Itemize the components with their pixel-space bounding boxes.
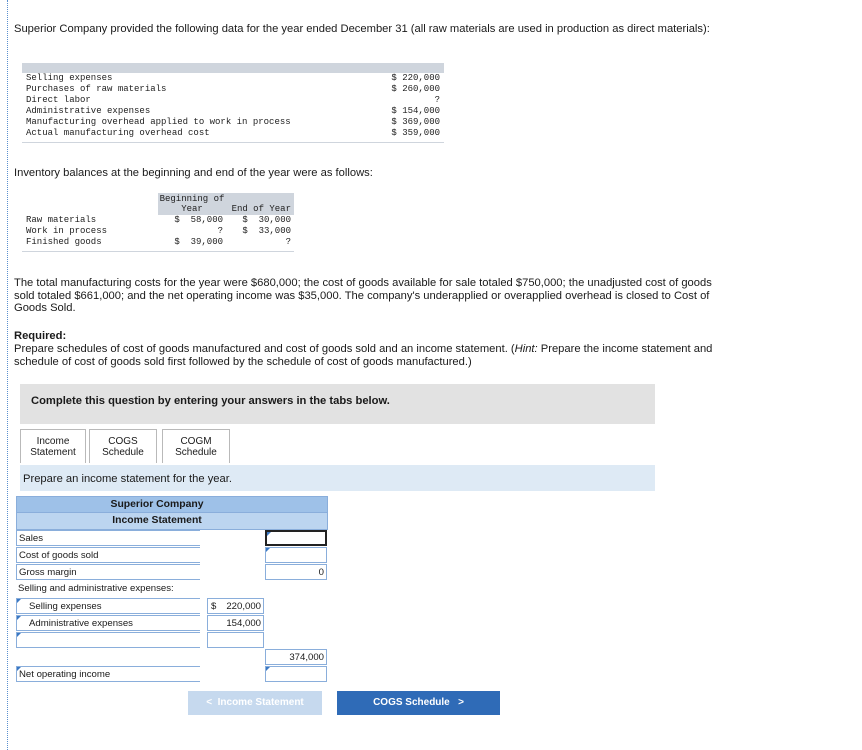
table-row xyxy=(16,530,328,547)
table-row xyxy=(16,547,328,564)
row-label: Selling expenses xyxy=(26,73,113,83)
row-value: $ 220,000 xyxy=(391,73,440,83)
table-row xyxy=(16,598,328,615)
hint-label: Hint: xyxy=(514,343,538,355)
inventory-intro: Inventory balances at the beginning and end of the year were as follows: xyxy=(14,167,373,179)
table-row xyxy=(16,649,328,666)
given-data-table xyxy=(22,63,444,143)
chevron-left-icon: < xyxy=(206,697,218,708)
sales-label: Sales xyxy=(16,530,200,546)
input-marker-icon xyxy=(17,667,21,671)
row-value: $ 359,000 xyxy=(391,128,440,138)
table-row xyxy=(22,84,444,95)
cogs-amount-input[interactable] xyxy=(265,547,327,563)
tab-cogm-schedule[interactable]: COGM Schedule xyxy=(162,429,230,463)
row-label: Actual manufacturing overhead cost xyxy=(26,128,210,138)
table-bottom-rule xyxy=(22,248,294,252)
row-value: ? xyxy=(434,95,440,105)
statement-title: Income Statement xyxy=(16,513,328,530)
inventory-header xyxy=(22,193,294,215)
row-label: Direct labor xyxy=(26,95,91,105)
problem-paragraph: The total manufacturing costs for the year were $680,000; the cost of goods available for sale totaled $750,000; the unadjusted cost of goods sold totaled $661,000; and the net operating income was $35,000. The company's underapplied or overapplied overhead is closed to Cost of Goods Sold. xyxy=(14,277,712,314)
blank-amount-input[interactable] xyxy=(207,632,264,648)
sa-expenses-heading: Selling and administrative expenses: xyxy=(16,581,174,597)
table-row xyxy=(16,666,328,683)
table-row xyxy=(16,632,328,649)
row-value: $ 369,000 xyxy=(391,117,440,127)
input-marker-icon xyxy=(17,599,21,603)
net-operating-income-input[interactable] xyxy=(265,666,327,682)
gross-margin-value: 0 xyxy=(265,564,327,580)
input-marker-icon xyxy=(266,667,270,671)
income-statement-form xyxy=(16,496,328,683)
required-heading: Required: xyxy=(14,330,67,342)
table-row xyxy=(16,581,328,598)
col-header-end: End of Year xyxy=(226,193,294,215)
sales-amount-input[interactable] xyxy=(265,530,327,546)
prev-tab-button[interactable]: < Income Statement xyxy=(188,691,322,715)
input-marker-icon xyxy=(17,633,21,637)
table-row xyxy=(16,564,328,581)
admin-expenses-amount[interactable]: 154,000 xyxy=(207,615,264,631)
gross-margin-label: Gross margin xyxy=(16,564,200,580)
blank-label-input[interactable] xyxy=(16,632,200,648)
input-marker-icon xyxy=(266,548,270,552)
row-label: Manufacturing overhead applied to work in process xyxy=(26,117,291,127)
row-label: Purchases of raw materials xyxy=(26,84,167,94)
col-header-beginning: Beginning of Year xyxy=(159,194,225,214)
table-bottom-rule xyxy=(22,139,444,143)
table-row xyxy=(22,106,444,117)
admin-expenses-label[interactable]: Administrative expenses xyxy=(16,615,200,631)
required-text: Prepare schedules of cost of goods manufactured and cost of goods sold and an income statement. (Hint: Prepare the income statement and schedule of cost of goods sold first followed by the schedule of cost of goods manufactured.) xyxy=(14,343,713,368)
complete-banner: Complete this question by entering your answers in the tabs below. xyxy=(20,384,655,424)
table-row xyxy=(22,73,444,84)
table-row xyxy=(22,128,444,139)
tab-cogs-schedule[interactable]: COGS Schedule xyxy=(89,429,157,463)
tab-income-statement[interactable]: Income Statement xyxy=(20,429,86,463)
intro-text: Superior Company provided the following data for the year ended December 31 (all raw materials are used in production as direct materials): xyxy=(14,23,710,35)
company-name: Superior Company xyxy=(16,496,328,513)
chevron-right-icon: > xyxy=(449,697,464,708)
input-marker-icon xyxy=(267,532,271,536)
row-value: $ 154,000 xyxy=(391,106,440,116)
table-header-bar xyxy=(22,63,444,73)
total-sa-expenses: 374,000 xyxy=(265,649,327,665)
selling-expenses-label[interactable]: Selling expenses xyxy=(16,598,200,614)
inventory-table xyxy=(22,193,294,252)
row-label: Administrative expenses xyxy=(26,106,151,116)
row-value: $ 260,000 xyxy=(391,84,440,94)
table-row: Work in process ? $ 33,000 xyxy=(26,226,291,236)
input-marker-icon xyxy=(17,616,21,620)
table-row xyxy=(16,615,328,632)
answer-tabs xyxy=(20,429,233,463)
table-row xyxy=(22,95,444,106)
net-operating-income-label[interactable]: Net operating income xyxy=(16,666,200,682)
selling-expenses-amount[interactable]: $ 220,000 xyxy=(207,598,264,614)
cogs-label-input[interactable]: Cost of goods sold xyxy=(16,547,200,563)
instruction-bar: Prepare an income statement for the year. xyxy=(20,465,655,491)
table-row xyxy=(22,117,444,128)
next-tab-button[interactable]: COGS Schedule > xyxy=(337,691,500,715)
table-row: Finished goods $ 39,000 ? xyxy=(26,237,291,247)
table-row: Raw materials $ 58,000 $ 30,000 xyxy=(26,215,291,225)
